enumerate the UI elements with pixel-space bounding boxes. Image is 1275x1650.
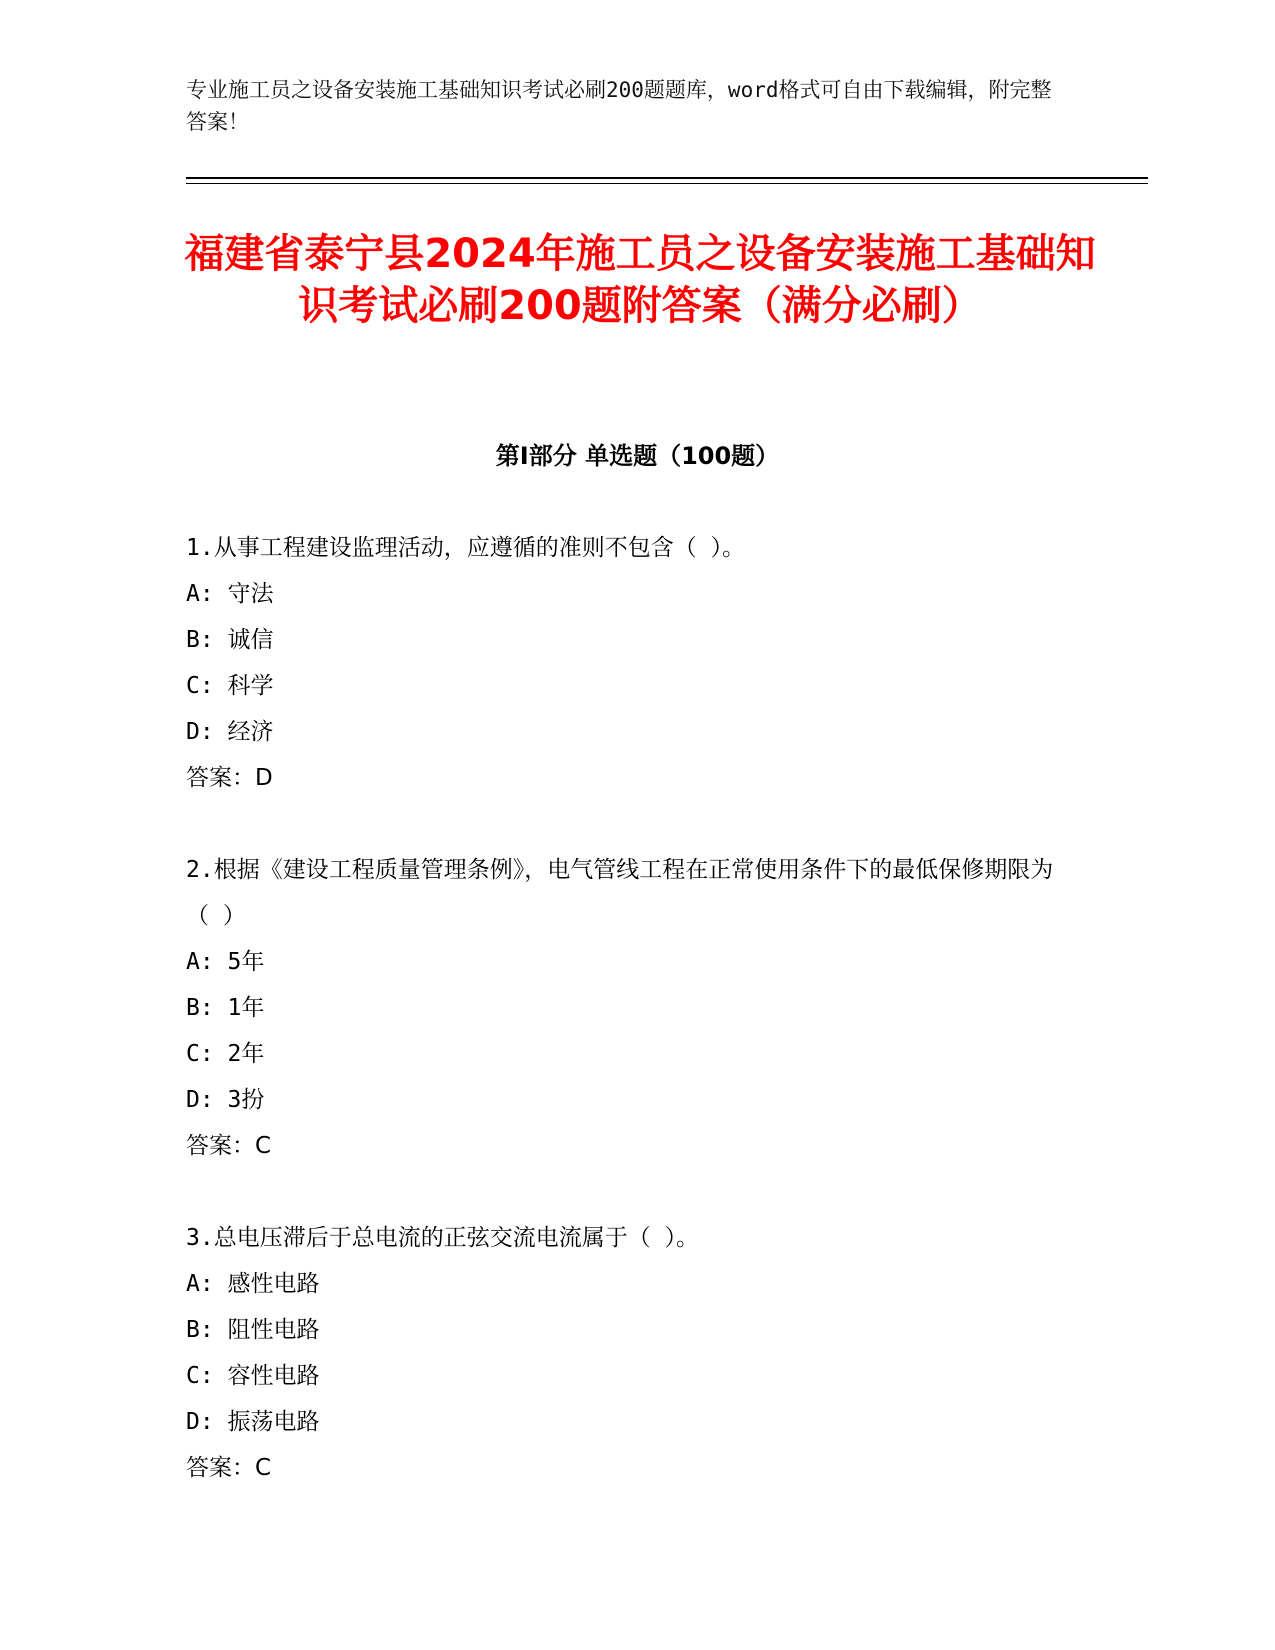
question-2 bbox=[186, 847, 1066, 1169]
header-note: 专业施工员之设备安装施工基础知识考试必刷200题题库，word格式可自由下载编辑，附完整答案！ bbox=[186, 78, 1052, 134]
option-b: B: 阻性电路 bbox=[186, 1317, 320, 1343]
answer-line: 答案：C bbox=[186, 1133, 272, 1159]
option-c: C: 科学 bbox=[186, 673, 274, 699]
option-b: B: 1年 bbox=[186, 995, 265, 1021]
option-c: C: 2年 bbox=[186, 1041, 265, 1067]
option-b: B: 诚信 bbox=[186, 627, 274, 653]
option-a: A: 守法 bbox=[186, 581, 274, 607]
header-divider-thick bbox=[186, 177, 1148, 179]
option-d: D: 经济 bbox=[186, 719, 274, 745]
question-3 bbox=[186, 1215, 1066, 1491]
option-c: C: 容性电路 bbox=[186, 1363, 320, 1389]
option-a: A: 感性电路 bbox=[186, 1271, 320, 1297]
answer-line: 答案：D bbox=[186, 765, 273, 791]
question-stem: 3.总电压滞后于总电流的正弦交流电流属于（ ）。 bbox=[186, 1225, 700, 1251]
document-title: 福建省泰宁县2024年施工员之设备安装施工基础知识考试必刷200题附答案（满分必刷） bbox=[184, 231, 1096, 329]
header-divider-thin bbox=[186, 183, 1148, 184]
option-d: D: 振荡电路 bbox=[186, 1409, 320, 1435]
option-d: D: 3扮 bbox=[186, 1087, 265, 1113]
question-list bbox=[186, 525, 1066, 1537]
section-heading: 第I部分 单选题（100题） bbox=[495, 442, 780, 470]
question-1 bbox=[186, 525, 1066, 801]
question-stem: 1.从事工程建设监理活动，应遵循的准则不包含（ ）。 bbox=[186, 535, 746, 561]
answer-line: 答案：C bbox=[186, 1455, 272, 1481]
option-a: A: 5年 bbox=[186, 949, 265, 975]
question-stem: 2.根据《建设工程质量管理条例》，电气管线工程在正常使用条件下的最低保修期限为（ ） bbox=[186, 857, 1054, 929]
